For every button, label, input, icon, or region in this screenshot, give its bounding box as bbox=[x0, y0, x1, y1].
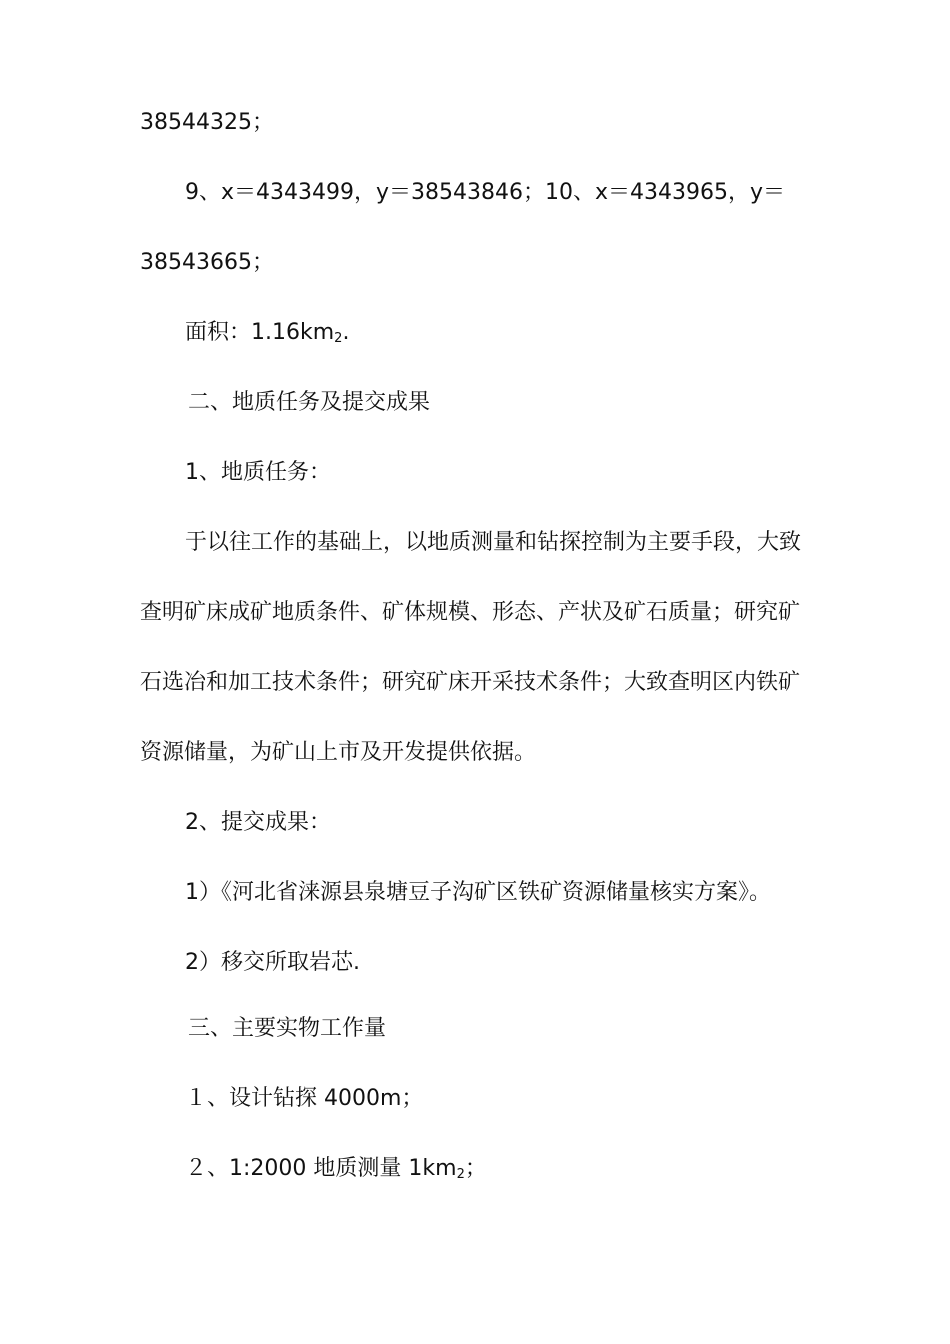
workload-item-2 bbox=[185, 1154, 865, 1184]
coordinate-line-9-10: 9、x＝4343499，y＝38543846；10、x＝4343965，y＝ bbox=[185, 180, 786, 205]
section-heading-3: 三、主要实物工作量 bbox=[188, 1016, 387, 1041]
paragraph-line-3: 石选冶和加工技术条件；研究矿床开采技术条件；大致查明区内铁矿 bbox=[140, 670, 801, 695]
deliverable-item-1: 1）《河北省涞源县泉塘豆子沟矿区铁矿资源储量核实方案》。 bbox=[185, 880, 771, 905]
paragraph-line-4: 资源储量，为矿山上市及开发提供依据。 bbox=[140, 740, 537, 765]
workload-item-2-end: ； bbox=[464, 1156, 487, 1181]
deliverable-item-2: 2）移交所取岩芯. bbox=[185, 950, 360, 975]
subheading-deliverables: 2、提交成果： bbox=[185, 810, 331, 835]
workload-unit-subscript: 2 bbox=[456, 1167, 465, 1182]
area-end: . bbox=[342, 320, 350, 345]
workload-item-2-text: ２、1:2000 地质测量 1km bbox=[185, 1156, 457, 1181]
area-text: 面积：1.16km bbox=[185, 320, 335, 345]
subheading-geological-task: 1、地质任务： bbox=[185, 460, 331, 485]
workload-item-1: １、设计钻探 4000m； bbox=[185, 1086, 424, 1111]
coordinate-line-10-end: 38543665； bbox=[140, 250, 274, 275]
area-line bbox=[185, 318, 865, 348]
paragraph-line-1: 于以往工作的基础上，以地质测量和钻探控制为主要手段，大致 bbox=[185, 530, 802, 555]
area-unit-subscript: 2 bbox=[334, 331, 343, 346]
section-heading-2: 二、地质任务及提交成果 bbox=[188, 390, 431, 415]
coordinate-line-8-end: 38544325； bbox=[140, 110, 274, 135]
paragraph-line-2: 查明矿床成矿地质条件、矿体规模、形态、产状及矿石质量；研究矿 bbox=[140, 600, 801, 625]
